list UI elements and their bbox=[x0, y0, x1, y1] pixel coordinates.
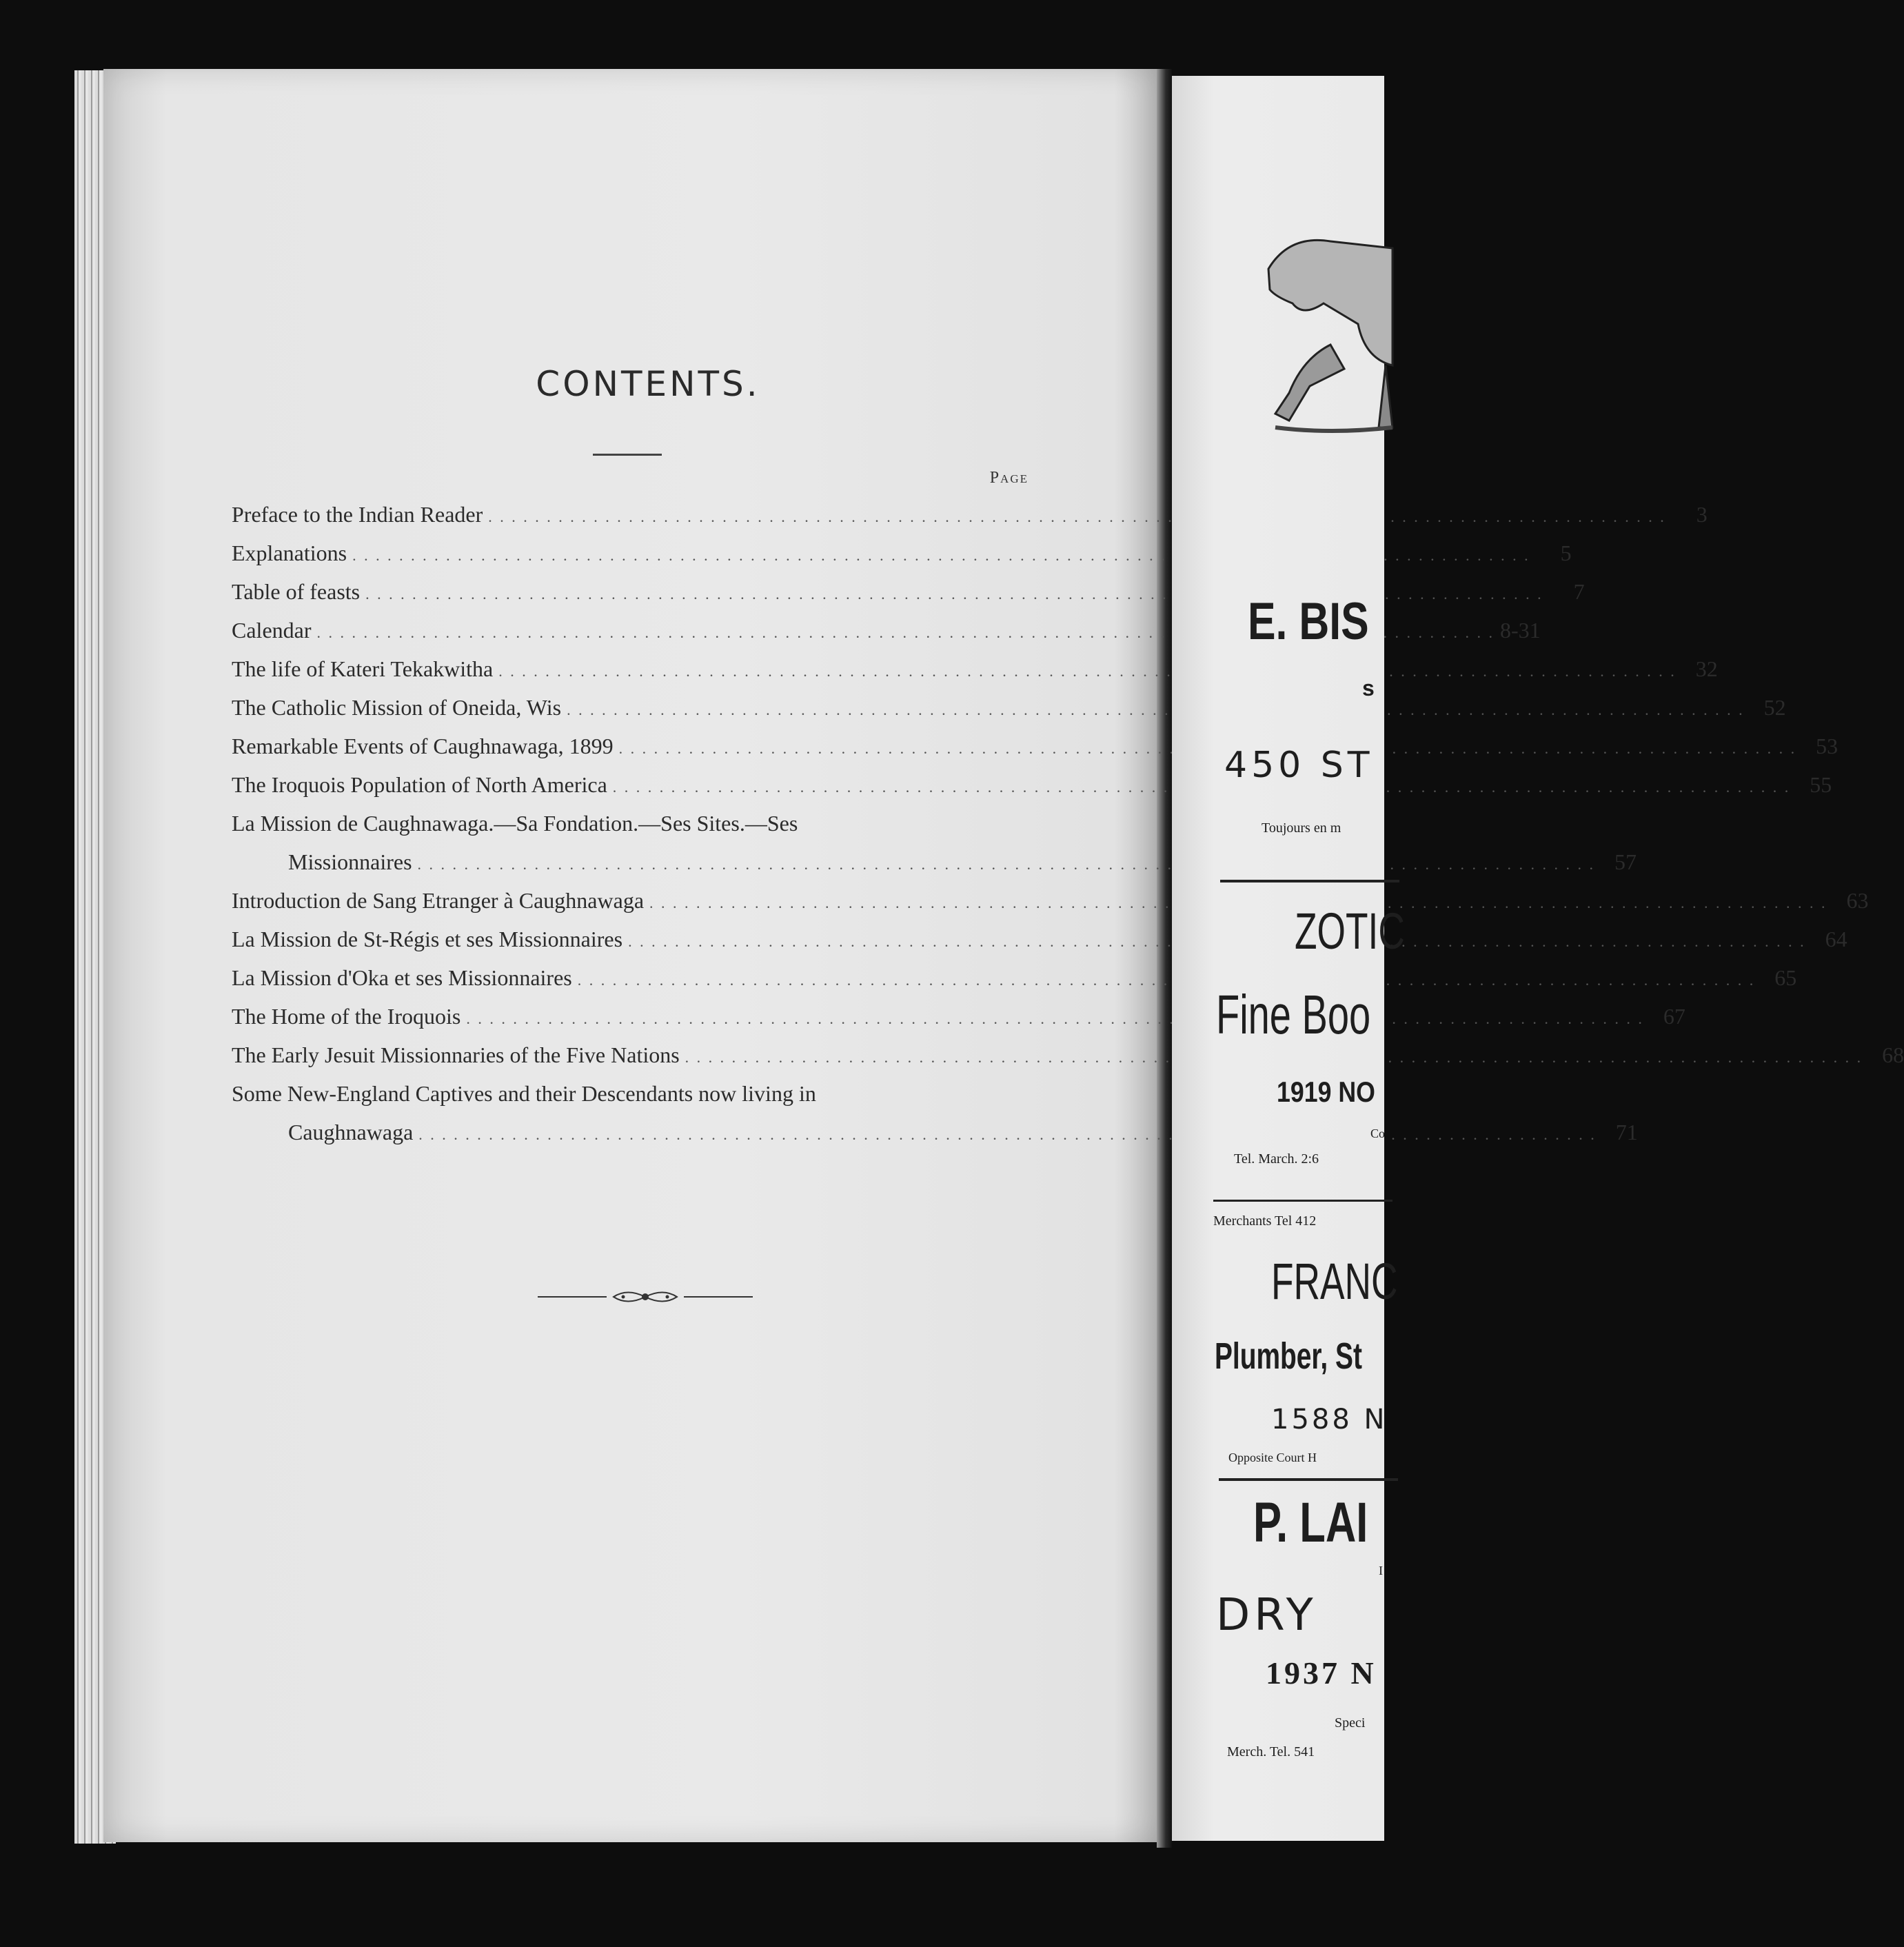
ad2-trade: Fine Boo bbox=[1216, 984, 1371, 1045]
ad3-trade: Plumber, St bbox=[1215, 1335, 1362, 1377]
toc-entry-label: Some New-England Captives and their Descendants now living in bbox=[232, 1081, 816, 1106]
toc-entry bbox=[232, 772, 1832, 811]
toc-entry-label: La Mission de Caughnawaga.—Sa Fondation.—Ses Sites.—Ses bbox=[232, 811, 798, 836]
toc-entry-label: Table of feasts bbox=[232, 579, 361, 604]
ad4-trade: DRY bbox=[1216, 1590, 1317, 1641]
leader-dots bbox=[466, 1004, 1644, 1029]
toc-entry-label: La Mission d'Oka et ses Missionnaires bbox=[232, 965, 572, 990]
ad2-name: ZOTIC bbox=[1295, 902, 1405, 960]
toc-entry-page: 63 bbox=[1846, 888, 1869, 913]
contents-title: CONTENTS. bbox=[536, 364, 760, 404]
toc-entry-page: 68 bbox=[1882, 1042, 1904, 1067]
toc-entry bbox=[232, 579, 1585, 618]
toc-entry-label: La Mission de St-Régis et ses Missionnaires bbox=[232, 927, 623, 951]
toc-entry-label: The Early Jesuit Missionnaries of the Five Nations bbox=[232, 1042, 680, 1067]
toc-entry-label: The Home of the Iroquois bbox=[232, 1004, 461, 1029]
toc-entry-label: The life of Kateri Tekakwitha bbox=[232, 656, 494, 681]
ad4-address: 1937 N bbox=[1266, 1655, 1377, 1691]
toc-entry-first-line bbox=[232, 1081, 1040, 1120]
ad3-name: FRANC bbox=[1271, 1253, 1398, 1310]
ad2-small: Co bbox=[1370, 1127, 1386, 1140]
ad2-address: 1919 NO bbox=[1277, 1076, 1375, 1108]
toc-entry-label: Calendar bbox=[232, 618, 312, 643]
book-gutter bbox=[1157, 69, 1172, 1848]
toc-entry-continuation: Caughnawaga bbox=[288, 1120, 414, 1144]
toc-entry-page: 7 bbox=[1573, 579, 1585, 604]
toc-entry-page: 64 bbox=[1825, 927, 1847, 951]
ad1-name: E. BIS bbox=[1248, 592, 1369, 651]
ad4-tel: Merch. Tel. 541 bbox=[1227, 1744, 1315, 1759]
toc-entry-page: 5 bbox=[1560, 541, 1572, 565]
toc-entry-page: 8-31 bbox=[1500, 618, 1541, 643]
ornament-divider-icon bbox=[538, 1287, 753, 1307]
leader-dots bbox=[418, 1120, 1597, 1145]
toc-entry-page: 3 bbox=[1696, 502, 1708, 527]
divider bbox=[1213, 1200, 1392, 1202]
toc-entry-label: Remarkable Events of Caughnawaga, 1899 bbox=[232, 734, 614, 758]
toc-entry bbox=[232, 965, 1797, 1004]
toc-entry bbox=[232, 541, 1572, 579]
leader-dots bbox=[567, 695, 1745, 720]
right-page-advertisements bbox=[1172, 76, 1405, 1841]
toc-entry bbox=[232, 656, 1718, 695]
ad1-address: 450 ST bbox=[1224, 745, 1374, 786]
leader-dots bbox=[578, 965, 1756, 991]
toc-entry bbox=[232, 695, 1786, 734]
ad1-tagline: Toujours en m bbox=[1262, 820, 1341, 836]
toc-entry-continuation: Missionnaires bbox=[288, 849, 412, 874]
toc-entry bbox=[232, 502, 1708, 541]
toc-entry-label: The Catholic Mission of Oneida, Wis bbox=[232, 695, 562, 720]
toc-entry-label: Preface to the Indian Reader bbox=[232, 502, 483, 527]
leader-dots bbox=[488, 502, 1666, 527]
toc-entry-first-line bbox=[232, 811, 1040, 849]
toc-entry-page: 52 bbox=[1763, 695, 1786, 720]
toc-entry-page: 67 bbox=[1663, 1004, 1685, 1029]
ad4-name: P. LAI bbox=[1253, 1491, 1368, 1554]
toc-entry-page: 65 bbox=[1774, 965, 1797, 990]
ad3-address: 1588 N bbox=[1271, 1404, 1388, 1435]
toc-entry-page: 57 bbox=[1614, 849, 1637, 874]
title-rule bbox=[593, 454, 662, 456]
toc-entry-page: 71 bbox=[1615, 1120, 1638, 1144]
toc-entry-page: 32 bbox=[1695, 656, 1718, 681]
toc-entry-page: 55 bbox=[1810, 772, 1832, 797]
toc-entry bbox=[232, 1042, 1904, 1081]
toc-entry-page: 53 bbox=[1816, 734, 1839, 758]
ad1-mark: s bbox=[1362, 676, 1375, 700]
page-column-heading: Page bbox=[989, 469, 1029, 487]
ad4-special: Speci bbox=[1335, 1715, 1366, 1731]
ad4-small: I bbox=[1379, 1564, 1383, 1577]
leader-dots bbox=[498, 656, 1677, 682]
horse-illustration-icon bbox=[1227, 221, 1392, 531]
ad3-note: Opposite Court H bbox=[1228, 1451, 1317, 1464]
toc-entry-label: Introduction de Sang Etranger à Caughnawaga bbox=[232, 888, 645, 913]
toc-entry-label: Explanations bbox=[232, 541, 347, 565]
toc-entry-label: The Iroquois Population of North America bbox=[232, 772, 607, 797]
divider bbox=[1220, 880, 1399, 882]
divider bbox=[1219, 1478, 1398, 1481]
toc-entry bbox=[232, 888, 1869, 927]
ad3-tel: Merchants Tel 412 bbox=[1213, 1213, 1317, 1229]
ad2-tel: Tel. March. 2:6 bbox=[1234, 1151, 1319, 1167]
leader-dots bbox=[418, 849, 1596, 875]
toc-entry bbox=[232, 849, 1637, 888]
